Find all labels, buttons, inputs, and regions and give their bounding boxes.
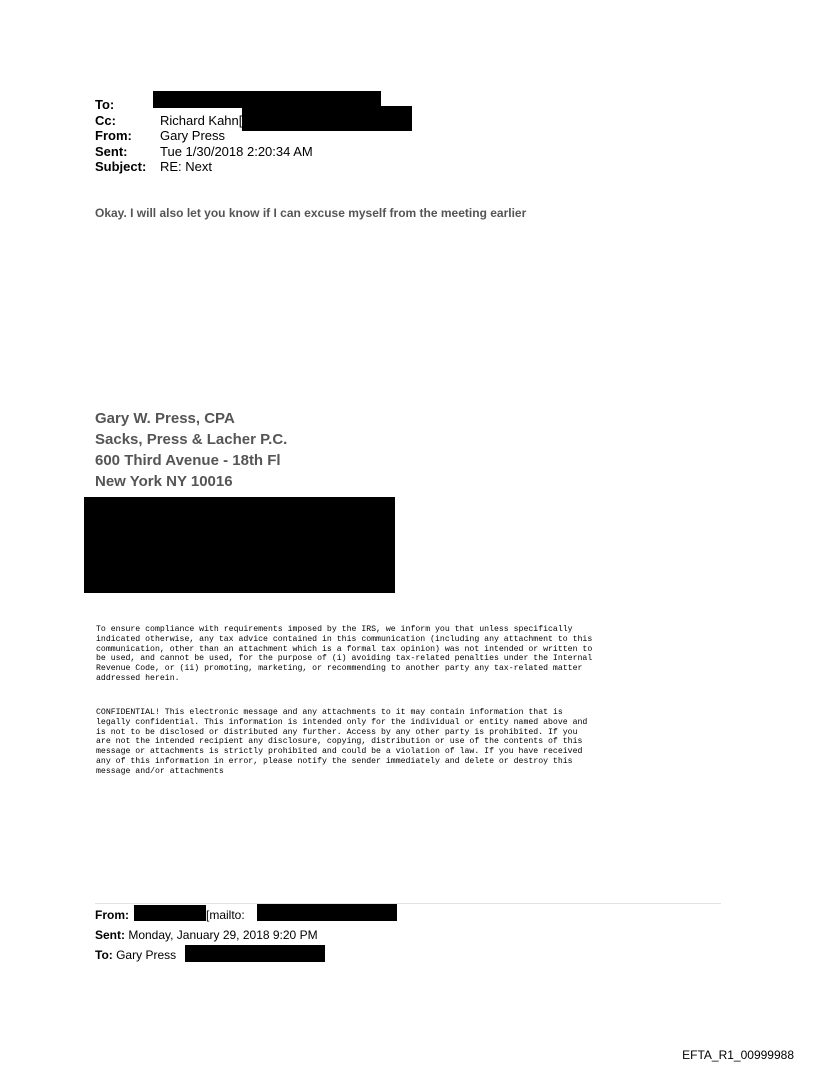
redaction-quoted-from (134, 905, 206, 921)
to-label: To: (95, 97, 115, 112)
quoted-sent-label: Sent: (95, 928, 125, 942)
subject-label: Subject: (95, 159, 147, 174)
message-body: Okay. I will also let you know if I can excuse myself from the meeting earlier (95, 206, 527, 220)
subject-value: RE: Next (160, 159, 213, 174)
quoted-to-label: To: (95, 948, 113, 962)
subject-row (95, 159, 313, 175)
quoted-from-label: From: (95, 908, 129, 922)
quoted-mailto: [mailto: (206, 908, 245, 922)
from-label: From: (95, 128, 132, 143)
redaction-quoted-mailto (257, 904, 397, 921)
from-value: Gary Press (160, 128, 226, 143)
signature-block (95, 408, 287, 492)
confidentiality-notice: CONFIDENTIAL! This electronic message and any attachments to it may contain information that is legally confidential. This information is intended only for the individual or entity named above and is not to be disclosed or distributed any further. Access by any other party is prohibited. If you are not the intended recipient any disclosure, copying, distribution or use of the contents of this message or attachments is strictly prohibited and could be a violation of law. If you have received any of this information in error, please notify the sender immediately and delete or destroy this message and/or attachments (96, 708, 588, 776)
redaction-quoted-to (185, 945, 325, 962)
signature-firm: Sacks, Press & Lacher P.C. (95, 431, 288, 448)
quoted-to-value: Gary Press (112, 948, 177, 962)
quoted-sent-value: Monday, January 29, 2018 9:20 PM (125, 928, 318, 942)
sent-label: Sent: (95, 143, 128, 159)
redaction-cc (242, 106, 412, 131)
sent-row (95, 144, 313, 160)
quoted-divider (95, 903, 721, 904)
irs-disclaimer: To ensure compliance with requirements imposed by the IRS, we inform you that unless specifically indicated otherwise, any tax advice contained in this communication (including any attachment to this communication, other than an attachment which is a formal tax opinion) was not intended or written to be used, and cannot be used, for the purpose of (i) avoiding tax-related penalties under the Internal Revenue Code, or (ii) promoting, marketing, or recommending to another party any tax-related matter addressed herein. (96, 625, 593, 683)
sent-value: Tue 1/30/2018 2:20:34 AM (160, 143, 313, 159)
signature-name: Gary W. Press, CPA (95, 410, 235, 427)
redaction-signature (84, 497, 395, 593)
cc-label: Cc: (95, 112, 116, 128)
signature-city: New York NY 10016 (95, 473, 233, 490)
cc-value: Richard Kahn[ (160, 112, 243, 128)
document-id: EFTA_R1_00999988 (682, 1048, 794, 1062)
signature-address: 600 Third Avenue - 18th Fl (95, 452, 281, 469)
quoted-sent-row (95, 925, 318, 945)
